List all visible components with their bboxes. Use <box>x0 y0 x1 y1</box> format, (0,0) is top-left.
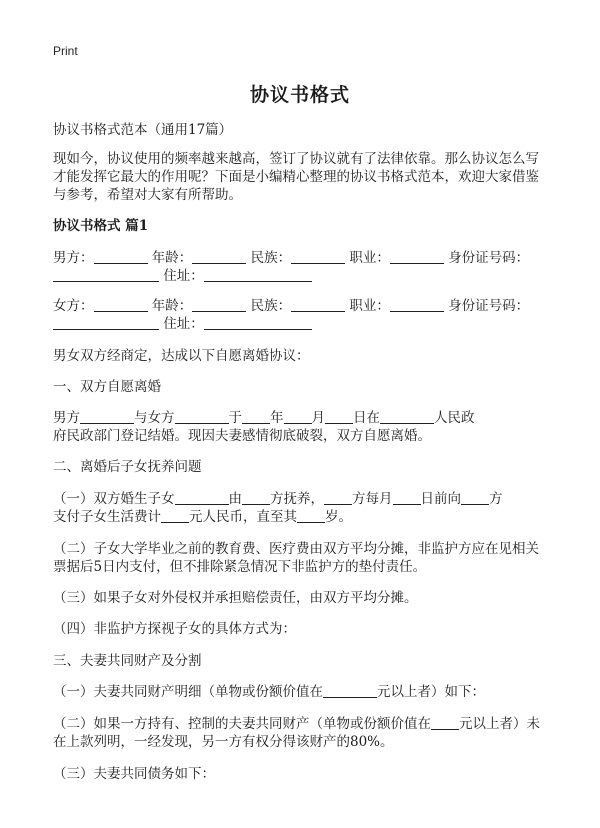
sec3-p2-line-1 <box>53 715 540 733</box>
sec3-p1-blank-value <box>323 683 377 698</box>
sec1-text-year: 年 <box>270 410 284 426</box>
female-id-blank <box>53 315 159 330</box>
male-info-line <box>53 249 529 267</box>
sec1-text-gov: 人民政 <box>434 410 475 426</box>
sec3-p1 <box>53 683 485 701</box>
sec1-text-male: 男方 <box>53 410 80 426</box>
sec1-heading: 一、双方自愿离婚 <box>53 379 161 395</box>
sec1-text-female: 与女方 <box>134 410 175 426</box>
section-heading: 协议书格式 篇1 <box>53 218 149 234</box>
female-info-line <box>53 297 529 315</box>
sec1-line-2: 府民政部门登记结婚。现因夫妻感情彻底破裂，双方自愿离婚。 <box>53 428 431 444</box>
agreement-intro: 男女双方经商定，达成以下自愿离婚协议： <box>53 348 310 364</box>
male-job-blank <box>390 249 444 264</box>
sec1-line-1 <box>53 409 475 427</box>
document-subtitle: 协议书格式范本（通用17篇） <box>53 122 233 138</box>
intro-line-1: 现如今，协议使用的频率越来越高，签订了协议就有了法律依靠。那么协议怎么写 <box>53 151 539 167</box>
male-address-line <box>53 267 312 285</box>
female-address-line <box>53 315 312 333</box>
male-address-label: 住址： <box>163 268 204 284</box>
sec2-p1-blank-amount <box>161 508 189 523</box>
sec1-text-month: 月 <box>311 410 325 426</box>
sec1-blank-female <box>175 409 229 424</box>
sec2-p1-line-1 <box>53 490 503 508</box>
sec3-p3: （三）夫妻共同债务如下： <box>53 766 215 782</box>
sec3-p2-text-b: 元以上者）未 <box>459 716 540 732</box>
male-address-blank <box>204 267 312 282</box>
female-address-blank <box>204 315 312 330</box>
male-ethnicity-label: 民族： <box>250 250 292 266</box>
female-age-label: 年龄： <box>151 298 193 314</box>
intro-line-2: 才能发挥它最大的作用呢？下面是小编精心整理的协议书格式范本，欢迎大家借鉴 <box>53 169 539 185</box>
sec3-heading: 三、夫妻共同财产及分割 <box>53 653 202 669</box>
sec2-p1-blank-age <box>297 508 325 523</box>
female-job-blank <box>390 297 444 312</box>
sec2-p1-text-pay: 支付子女生活费计 <box>53 509 161 525</box>
male-id-label: 身份证号码： <box>448 250 530 266</box>
male-age-blank <box>192 249 246 264</box>
sec1-blank-place <box>380 409 434 424</box>
sec2-p1-blank-child <box>175 490 229 505</box>
sec3-p1-text-b: 元以上者）如下： <box>377 684 485 700</box>
sec1-blank-year <box>242 409 270 424</box>
sec2-p1-blank-payer <box>324 490 352 505</box>
sec1-text-day-at: 日在 <box>353 410 380 426</box>
male-label: 男方： <box>53 250 94 266</box>
sec1-blank-day <box>325 409 353 424</box>
male-id-blank <box>53 267 159 282</box>
male-age-label: 年龄： <box>151 250 193 266</box>
sec1-blank-month <box>284 409 312 424</box>
female-ethnicity-label: 民族： <box>250 298 292 314</box>
sec2-heading: 二、离婚后子女抚养问题 <box>53 459 202 475</box>
sec2-p1-text-side: 方 <box>489 491 503 507</box>
female-name-blank <box>94 297 148 312</box>
male-job-label: 职业： <box>349 250 390 266</box>
sec2-p1-blank-custody <box>242 490 270 505</box>
sec2-p1-text-before: 日前向 <box>420 491 461 507</box>
sec2-p1-text-raise: 方抚养， <box>270 491 324 507</box>
sec2-p1-text-child: （一）双方婚生子女 <box>53 491 175 507</box>
sec2-p3: （三）如果子女对外侵权并承担赔偿责任，由双方平均分摊。 <box>53 590 418 606</box>
sec2-p2-line-2: 票据后5日内支付，但不排除紧急情况下非监护方的垫付责任。 <box>53 559 427 575</box>
female-ethnicity-blank <box>291 297 345 312</box>
male-name-blank <box>94 249 148 264</box>
sec2-p1-text-rmb: 元人民币，直至其 <box>189 509 297 525</box>
sec3-p2-text-a: （二）如果一方持有、控制的夫妻共同财产（单物或份额价值在 <box>53 716 431 732</box>
sec2-p1-text-years: 岁。 <box>325 509 352 525</box>
document-title: 协议书格式 <box>249 84 350 106</box>
male-ethnicity-blank <box>291 249 345 264</box>
print-label[interactable]: Print <box>53 44 78 58</box>
sec2-p2-line-1: （二）子女大学毕业之前的教育费、医疗费由双方平均分摊，非监护方应在见相关 <box>53 541 539 557</box>
sec1-text-on: 于 <box>228 410 242 426</box>
sec3-p2-blank-value <box>431 715 459 730</box>
female-label: 女方： <box>53 298 94 314</box>
sec3-p2-line-2: 在上款列明，一经发现，另一方有权分得该财产的80%。 <box>53 734 394 750</box>
sec2-p1-blank-payee <box>461 490 489 505</box>
intro-line-3: 与参考，希望对大家有所帮助。 <box>53 187 242 203</box>
female-job-label: 职业： <box>349 298 390 314</box>
female-age-blank <box>192 297 246 312</box>
sec2-p1-blank-day <box>393 490 421 505</box>
female-id-label: 身份证号码： <box>448 298 530 314</box>
sec2-p1-line-2 <box>53 508 352 526</box>
sec2-p4: （四）非监护方探视子女的具体方式为： <box>53 621 296 637</box>
sec1-blank-male <box>80 409 134 424</box>
sec3-p1-text-a: （一）夫妻共同财产明细（单物或份额价值在 <box>53 684 323 700</box>
female-address-label: 住址： <box>163 316 204 332</box>
sec2-p1-text-monthly: 方每月 <box>352 491 393 507</box>
sec2-p1-text-by: 由 <box>228 491 242 507</box>
